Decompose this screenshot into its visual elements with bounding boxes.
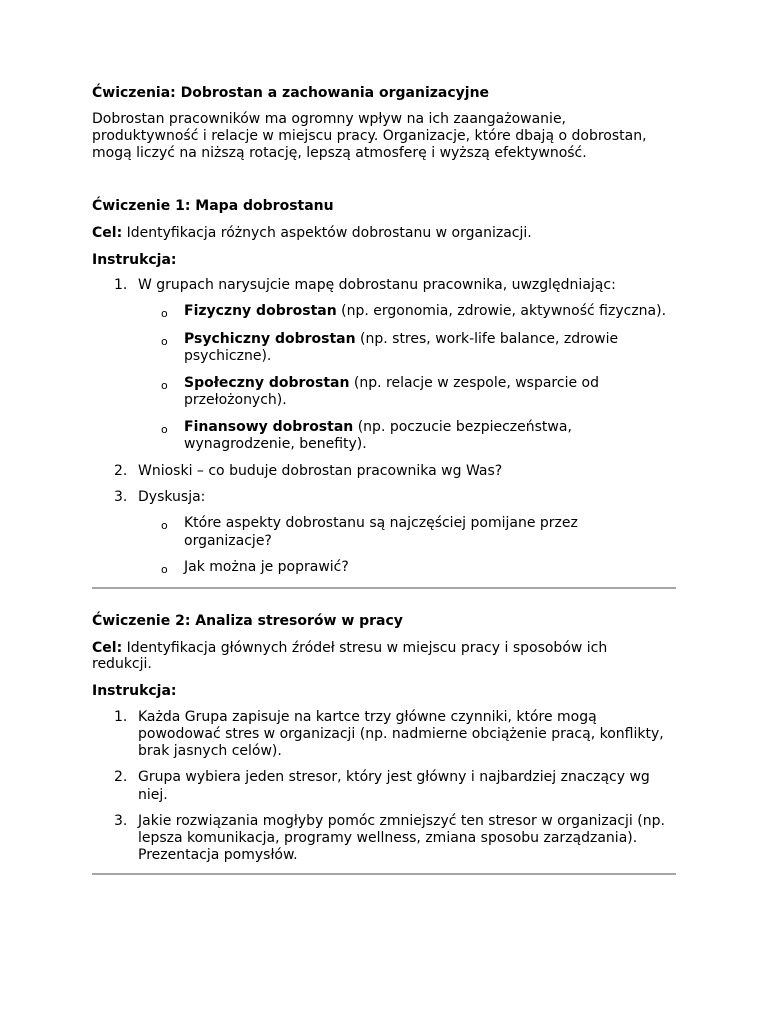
- wellbeing-financial-desc: (np. poczucie bezpieczeństwa,: [353, 419, 572, 435]
- wellbeing-financial-cont: wynagrodzenie, benefity).: [184, 436, 367, 452]
- exercise-2-step-1-line: powodować stres w organizacji (np. nadmierne obciążenie pracą, konflikty,: [138, 726, 664, 742]
- wellbeing-physical-label: Fizyczny dobrostan: [184, 303, 337, 319]
- wellbeing-psychological: [184, 331, 618, 348]
- exercise-2-step-1-line: Każda Grupa zapisuje na kartce trzy główne czynniki, które mogą: [138, 709, 597, 725]
- goal-label: Cel:: [92, 225, 123, 241]
- discussion-question-1-cont: organizacje?: [184, 533, 272, 549]
- list-number: 2.: [114, 769, 128, 785]
- exercise-2-step-3-line: Prezentacja pomysłów.: [138, 847, 298, 863]
- exercise-1-step-3: Dyskusja:: [138, 489, 206, 505]
- wellbeing-social-label: Społeczny dobrostan: [184, 375, 350, 391]
- exercise-2-title: Ćwiczenie 2: Analiza stresorów w pracy: [92, 613, 403, 629]
- intro-line: produktywność i relacje w miejscu pracy. Organizacje, które dbają o dobrostan,: [92, 128, 647, 144]
- wellbeing-social-desc: (np. relacje w zespole, wsparcie od: [349, 375, 599, 391]
- bullet-icon: o: [161, 519, 168, 532]
- bullet-icon: o: [161, 379, 168, 392]
- discussion-question-2: Jak można je poprawić?: [184, 559, 349, 575]
- wellbeing-psychological-desc: (np. stres, work-life balance, zdrowie: [355, 331, 619, 347]
- exercise-2-step-3-line: Jakie rozwiązania mogłyby pomóc zmniejszyć ten stresor w organizacji (np.: [138, 813, 665, 829]
- list-number: 1.: [114, 277, 128, 293]
- discussion-question-1: Które aspekty dobrostanu są najczęściej pomijane przez: [184, 515, 578, 531]
- exercise-2-step-3-line: lepsza komunikacja, programy wellness, zmiana sposobu zarządzania).: [138, 830, 638, 846]
- document-title: Ćwiczenia: Dobrostan a zachowania organizacyjne: [92, 85, 490, 101]
- wellbeing-psychological-cont: psychiczne).: [184, 348, 272, 364]
- section-divider: [92, 873, 676, 875]
- bullet-icon: o: [161, 563, 168, 576]
- exercise-2-goal: [92, 640, 607, 657]
- exercise-1-instructions-label: Instrukcja:: [92, 252, 177, 268]
- bullet-icon: o: [161, 423, 168, 436]
- intro-line: Dobrostan pracowników ma ogromny wpływ na ich zaangażowanie,: [92, 111, 567, 127]
- list-number: 3.: [114, 813, 128, 829]
- exercise-1-step-2: Wnioski – co buduje dobrostan pracownika wg Was?: [138, 463, 503, 479]
- exercise-2-instructions-label: Instrukcja:: [92, 683, 177, 699]
- exercise-1-goal: [92, 225, 532, 242]
- goal-label: Cel:: [92, 640, 123, 656]
- intro-line: mogą liczyć na niższą rotację, lepszą atmosferę i wyższą efektywność.: [92, 145, 587, 161]
- list-number: 2.: [114, 463, 128, 479]
- section-divider: [92, 587, 676, 589]
- wellbeing-psychological-label: Psychiczny dobrostan: [184, 331, 356, 347]
- bullet-icon: o: [161, 335, 168, 348]
- wellbeing-physical: [184, 303, 666, 320]
- exercise-1-step-1: W grupach narysujcie mapę dobrostanu pracownika, uwzględniając:: [138, 277, 616, 293]
- wellbeing-financial: [184, 419, 572, 436]
- exercise-2-goal-cont: redukcji.: [92, 656, 152, 672]
- list-number: 3.: [114, 489, 128, 505]
- wellbeing-physical-desc: (np. ergonomia, zdrowie, aktywność fizyczna).: [336, 303, 667, 319]
- goal-text: Identyfikacja głównych źródeł stresu w miejscu pracy i sposobów ich: [122, 640, 608, 656]
- exercise-2-step-2-line: niej.: [138, 787, 168, 803]
- list-number: 1.: [114, 709, 128, 725]
- exercise-2-step-2-line: Grupa wybiera jeden stresor, który jest główny i najbardziej znaczący wg: [138, 769, 650, 785]
- wellbeing-social: [184, 375, 599, 392]
- wellbeing-social-cont: przełożonych).: [184, 392, 287, 408]
- exercise-1-title: Ćwiczenie 1: Mapa dobrostanu: [92, 198, 334, 214]
- bullet-icon: o: [161, 307, 168, 320]
- wellbeing-financial-label: Finansowy dobrostan: [184, 419, 354, 435]
- goal-text: Identyfikacja różnych aspektów dobrostanu w organizacji.: [122, 225, 532, 241]
- exercise-2-step-1-line: brak jasnych celów).: [138, 743, 282, 759]
